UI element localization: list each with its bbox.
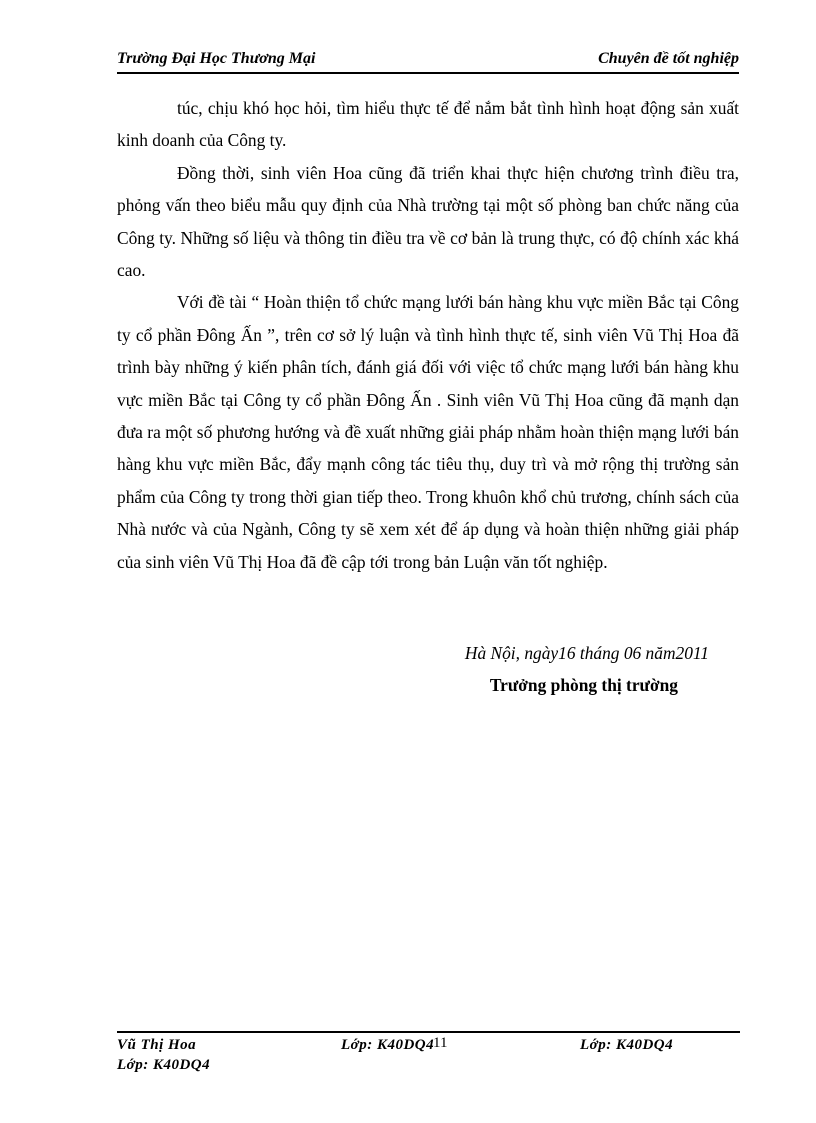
header-topic: Chuyên đề tốt nghiệp [598, 50, 739, 67]
paragraph-3: Với đề tài “ Hoàn thiện tổ chức mạng lưới bán hàng khu vực miền Bắc tại Công ty cổ phần Đông Ấn ”, trên cơ sở lý luận và tình hình thực tế, sinh viên Vũ Thị Hoa đã trình bày những ý kiến phân tích, đánh giá đối với việc tổ chức mạng lưới bán hàng khu vực miền Bắc tại Công ty cổ phần Đông Ấn . Sinh viên Vũ Thị Hoa cũng đã mạnh dạn đưa ra một số phương hướng và đề xuất những giải pháp nhằm hoàn thiện mạng lưới bán hàng khu vực miền Bắc, đẩy mạnh công tác tiêu thụ, duy trì và mở rộng thị trường sản phẩm của Công ty trong thời gian tiếp theo. Trong khuôn khổ chủ trương, chính sách của Nhà nước và của Ngành, Công ty sẽ xem xét để áp dụng và hoàn thiện những giải pháp của sinh viên Vũ Thị Hoa đã đề cập tới trong bản Luận văn tốt nghiệp. [117, 292, 739, 572]
signature-date: Hà Nội, ngày16 tháng 06 năm2011 [464, 643, 709, 663]
page-header [117, 46, 739, 74]
paragraph-2: Đồng thời, sinh viên Hoa cũng đã triển khai thực hiện chương trình điều tra, phỏng vấn theo biểu mẫu quy định của Nhà trường tại một số phòng ban chức năng của Công ty. Những số liệu và thông tin điều tra về cơ bản là trung thực, có độ chính xác khá cao. [117, 162, 739, 281]
signature-title: Trưởng phòng thị trường [489, 675, 678, 695]
footer-class-1: Lớp: K40DQ4 [341, 1037, 435, 1053]
footer-class-3: Lớp: K40DQ4 [117, 1057, 211, 1073]
paragraph-1: túc, chịu khó học hỏi, tìm hiểu thực tế để nắm bắt tình hình hoạt động sản xuất kinh doanh của Công ty. [117, 98, 739, 151]
header-school: Trường Đại Học Thương Mại [117, 50, 316, 67]
page-number: 11 [433, 1035, 448, 1051]
footer-class-2: Lớp: K40DQ4 [580, 1037, 674, 1053]
footer-author: Vũ Thị Hoa [117, 1037, 197, 1053]
footer-divider [117, 1031, 740, 1033]
body-text [117, 92, 739, 578]
